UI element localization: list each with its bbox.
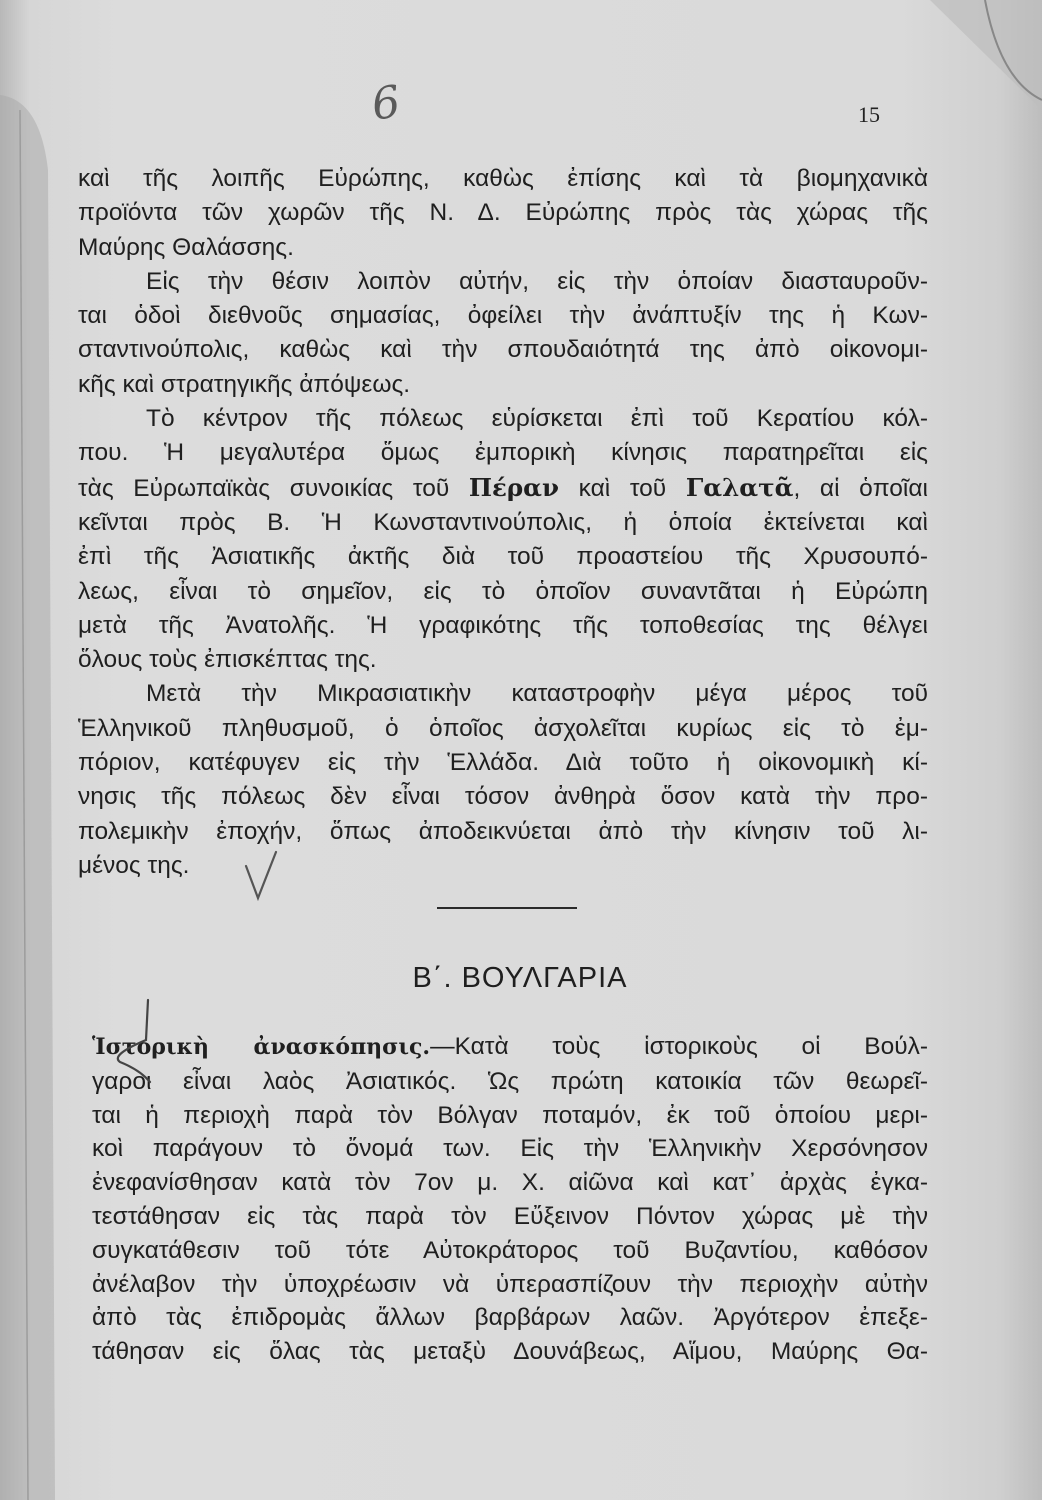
place-name-galata: Γαλατᾶ [685, 472, 794, 502]
text-span: —Κατὰ τοὺς ἱστορικοὺς οἱ Βούλ- [430, 1033, 928, 1060]
page-number: 15 [858, 102, 880, 127]
text-line: σταντινούπολις, καθὼς καὶ τὴν σπουδαιότητά της ἀπὸ οἰκονομι- [78, 336, 928, 364]
text-line: ἐπὶ τῆς Ἀσιατικῆς ἀκτῆς διὰ τοῦ προαστείου τῆς Χρυσουπό- [78, 543, 928, 571]
text-line: ται ὁδοὶ διεθνοῦς σημασίας, ὀφείλει τὴν ἀνάπτυξίν της ἡ Κων- [78, 302, 928, 330]
subsection-title: Ἱστορικὴ ἀνασκόπησις. [92, 1034, 431, 1060]
text-line: ὅλους τοὺς ἐπισκέπτας της. [78, 646, 377, 674]
text-line: πόριον, κατέφυγεν εἰς τὴν Ἑλλάδα. Διὰ τοῦτο ἡ οἰκονομικὴ κί- [78, 749, 928, 777]
text-line: μετὰ τῆς Ἀνατολῆς. Ἡ γραφικότης τῆς τοποθεσίας της θέλγει [78, 611, 928, 639]
body-text-section-2 [92, 1030, 928, 1369]
text-line: προϊόντα τῶν χωρῶν τῆς Ν. Δ. Εὐρώπης πρὸς τὰς χώρας τῆς [78, 199, 928, 227]
text-span: , αἱ ὁποῖαι [793, 474, 928, 502]
text-line: κῆς καὶ στρατηγικῆς ἀπόψεως. [78, 370, 411, 398]
text-line: καὶ τῆς λοιπῆς Εὐρώπης, καθὼς ἐπίσης καὶ τὰ βιομηχανικὰ [78, 165, 928, 192]
text-line-mixed [78, 471, 928, 506]
text-line: Ἑλληνικοῦ πληθυσμοῦ, ὁ ὁποῖος ἀσχολεῖται κυρίως εἰς τὸ ἐμ- [78, 714, 928, 742]
section-heading: Β΄. ΒΟΥΛΓΑΡΙΑ [412, 962, 628, 994]
text-line: γαροι εἶναι λαὸς Ἀσιατικός. Ὡς πρώτη κατοικία τῶν θεωρεῖ- [92, 1067, 928, 1095]
text-line: συγκατάθεσιν τοῦ τότε Αὐτοκράτορος τοῦ Βυζαντίου, καθόσον [92, 1236, 928, 1264]
text-line: κοὶ παράγουν τὸ ὄνομά των. Εἰς τὴν Ἑλληνικὴν Χερσόνησον [92, 1135, 928, 1163]
text-line: μένος της. [78, 851, 190, 879]
text-line: νησις τῆς πόλεως δὲν εἶναι τόσον ἀνθηρὰ ὅσον κατὰ τὴν προ- [78, 783, 928, 811]
text-line: που. Ἡ μεγαλυτέρα ὅμως ἐμπορικὴ κίνησις παρατηρεῖται εἰς [78, 439, 928, 467]
text-line: τεστάθησαν εἰς τὰς παρὰ τὸν Εὔξεινον Πόντον χώρας μὲ τὴν [92, 1202, 928, 1230]
text-line: πολεμικὴν ἐποχήν, ὅπως ἀποδεικνύεται ἀπὸ τὴν κίνησιν τοῦ λι- [78, 817, 928, 845]
text-line: κεῖνται πρὸς Β. Ἡ Κωνσταντινούπολις, ἡ ὁποία ἐκτείνεται καὶ [78, 508, 928, 536]
text-line: Μαύρης Θαλάσσης. [78, 233, 294, 261]
text-line: Τὸ κέντρον τῆς πόλεως εὑρίσκεται ἐπὶ τοῦ Κερατίου κόλ- [146, 405, 928, 433]
text-span: τὰς Εὐρωπαϊκὰς συνοικίας τοῦ [78, 474, 450, 502]
text-span: καὶ τοῦ [578, 474, 667, 502]
text-line: τάθησαν εἰς ὅλας τὰς μεταξὺ Δουνάβεως, Αἵμου, Μαύρης Θα- [92, 1338, 928, 1366]
section-divider [437, 907, 577, 909]
text-line: ται ἡ περιοχὴ παρὰ τὸν Βόλγαν ποταμόν, ἐκ τοῦ ὁποίου μερι- [92, 1101, 928, 1129]
text-line-mixed [92, 1030, 928, 1065]
body-text-section-1 [78, 162, 928, 883]
text-line: ἀπὸ τὰς ἐπιδρομὰς ἄλλων βαρβάρων λαῶν. Ἀργότερον ἐπεξε- [92, 1304, 928, 1332]
text-line: ἐνεφανίσθησαν κατὰ τὸν 7ον μ. Χ. αἰῶνα καὶ κατ᾽ ἀρχὰς ἐγκα- [92, 1169, 928, 1197]
place-name-peran: Πέραν [468, 472, 560, 502]
text-line: λεως, εἶναι τὸ σημεῖον, εἰς τὸ ὁποῖον συναντᾶται ἡ Εὐρώπη [78, 577, 928, 605]
text-line: Εἰς τὴν θέσιν λοιπὸν αὐτήν, εἰς τὴν ὁποίαν διασταυροῦν- [146, 267, 928, 295]
text-line: Μετὰ τὴν Μικρασιατικὴν καταστροφὴν μέγα μέρος τοῦ [146, 680, 928, 708]
handwritten-page-mark: 6 [368, 76, 404, 131]
text-line: ἀνέλαβον τὴν ὑποχρέωσιν νὰ ὑπερασπίζουν τὴν περιοχὴν αὐτὴν [92, 1270, 928, 1298]
